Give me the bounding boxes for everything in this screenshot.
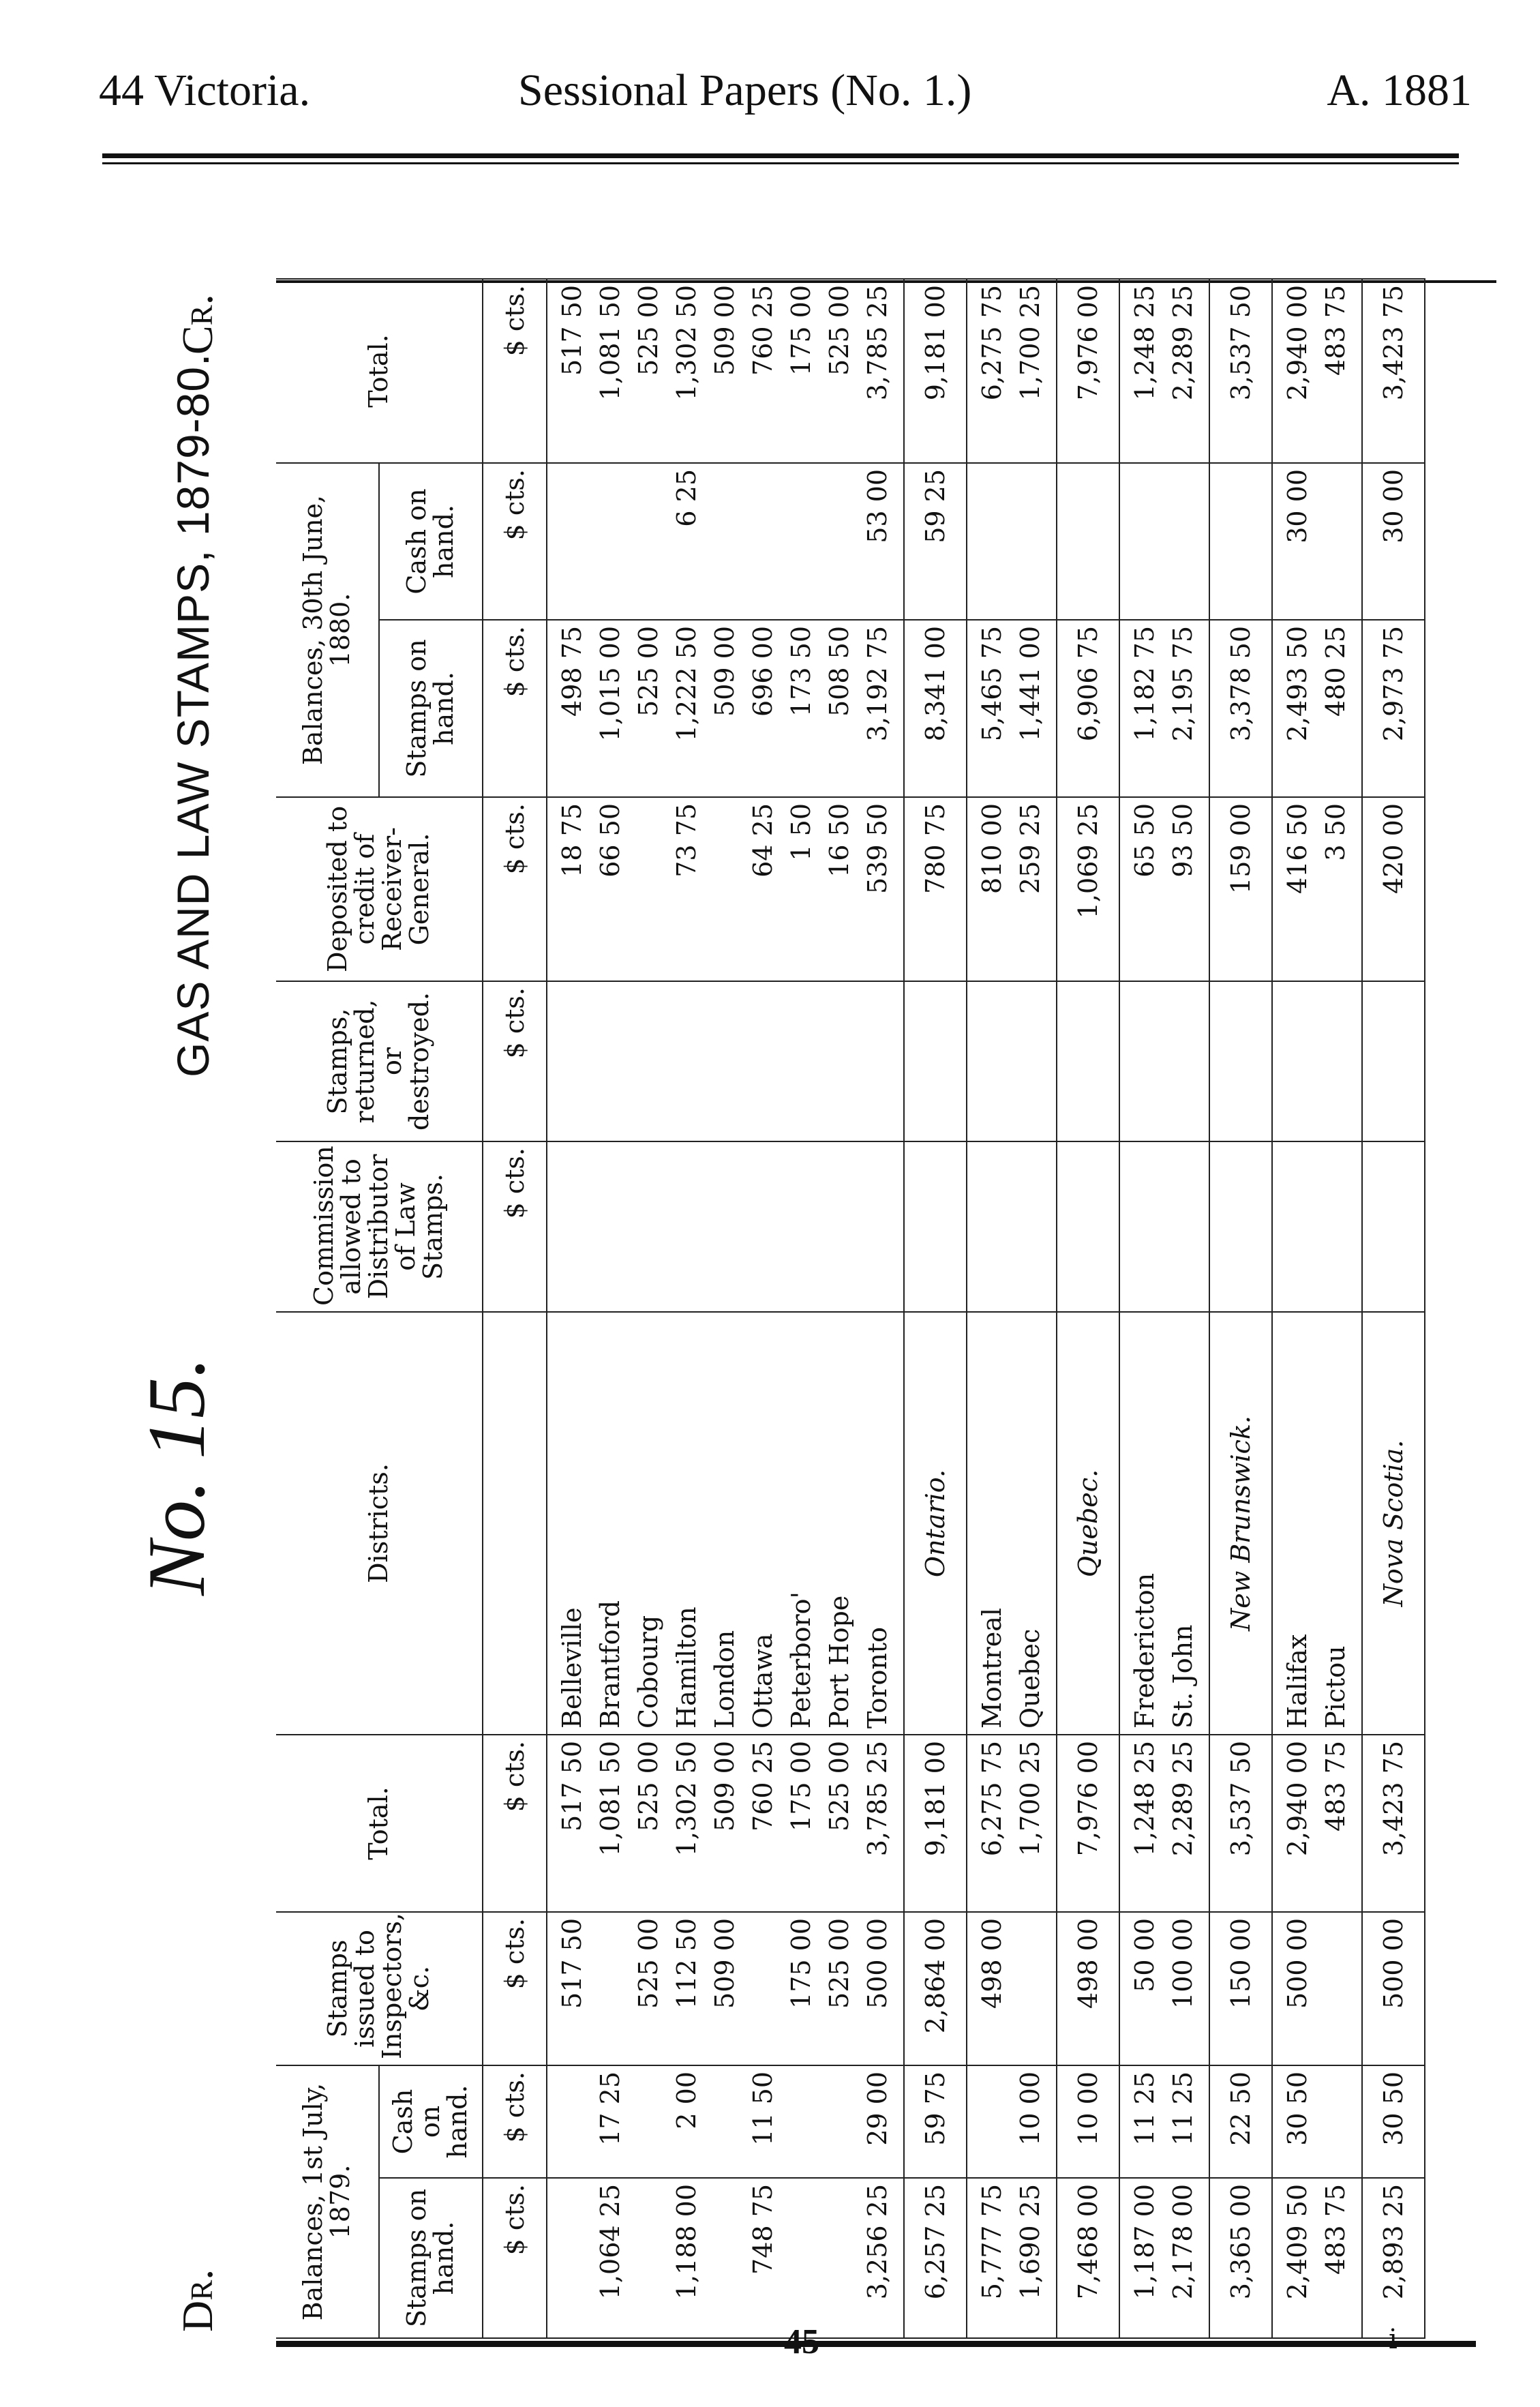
table-cell [1011,469,1049,614]
total-returned [904,981,967,1141]
col-districts: Districts. [276,1312,483,1735]
table-cell: 175 00 [786,284,816,376]
table-cell [591,1918,629,2059]
total-cr-deposited: 420 00 [1362,797,1425,981]
unit-label: $ cts. [483,1735,547,1912]
province-total-quebec [1057,279,1119,2338]
col-cr-cash-on-hand: Cash on hand. [379,463,483,620]
district-name: Peterboro' [786,1591,816,1729]
stamps-ledger-table [276,278,1425,2339]
table-cell: 2,493 50 [1282,625,1312,742]
unit-label: $ cts. [483,463,547,620]
cells-dr-cash [1272,2065,1362,2178]
table-cell: 2,289 25 [1168,284,1198,401]
cells-dr-stamps [1272,2178,1362,2338]
table-cell: 416 50 [1282,803,1312,894]
table-cell: 2,195 75 [1168,625,1198,742]
cells-dr-issued [1272,1912,1362,2065]
table-cell: 810 00 [977,803,1007,894]
table-cell [629,803,667,975]
total-dr-issued: 2,864 00 [904,1912,967,2065]
frame-rule-left [276,2341,1476,2347]
cells-districts [1272,1312,1362,1735]
table-cell: 1,081 50 [595,1740,625,1857]
table-cell: 3,785 25 [862,1740,892,1857]
unit-label: $ cts. [483,2065,547,2178]
table-cell: 5,465 75 [977,625,1007,742]
table-cell: 30 00 [1282,468,1312,543]
table-cell [820,2072,858,2172]
total-commission [1209,1141,1272,1312]
table-cell: 50 00 [1130,1917,1160,1992]
cells-returned [967,981,1057,1141]
table-cell [782,469,820,614]
cells-cr-total [1272,279,1362,463]
table-cell: 1,441 00 [1015,625,1045,742]
table-cell [1011,1918,1049,2059]
col-cr-total: Total. [276,279,483,463]
table-cell [553,2072,591,2172]
cells-dr-total [547,1735,904,1912]
total-dr-stamps: 7,468 00 [1057,2178,1119,2338]
table-cell: 509 00 [710,284,740,376]
cells-cr-stamps [967,620,1057,797]
cells-cr-stamps [1119,620,1209,797]
table-cell [1316,1918,1355,2059]
province-label: New Brunswick. [1209,1312,1272,1735]
table-cell: 1,700 25 [1015,284,1045,401]
district-name: Pictou [1320,1645,1350,1729]
col-returned: Stamps, returned, or destroyed. [276,981,483,1141]
total-cr-cash: 30 00 [1362,463,1425,620]
total-dr-issued: 150 00 [1209,1912,1272,2065]
total-cr-total: 7,976 00 [1057,279,1119,463]
table-cell: 509 00 [710,1917,740,2009]
total-dr-cash: 59 75 [904,2065,967,2178]
cells-dr-issued [1119,1912,1209,2065]
cells-districts [547,1312,904,1735]
credit-label: Cr. [173,294,222,355]
unit-label: $ cts. [483,620,547,797]
district-rows-quebec [967,279,1057,2338]
total-dr-cash: 10 00 [1057,2065,1119,2178]
cells-dr-stamps [547,2178,904,2338]
table-cell: 73 75 [671,803,701,878]
table-cell: 525 00 [824,1917,854,2009]
table-cell: 498 75 [557,625,587,717]
table-cell: 3,192 75 [862,625,892,742]
table-cell: 5,777 75 [977,2184,1007,2300]
table-cell: 483 75 [1320,284,1350,376]
table-cell: 525 00 [633,284,663,376]
table-cell: 11 25 [1168,2071,1198,2146]
table-cell [744,469,782,614]
table-cell: 2 00 [671,2071,701,2129]
cells-cr-deposited [967,797,1057,981]
table-cell: 1,302 50 [671,1740,701,1857]
table-cell: 509 00 [710,625,740,717]
table-cell: 1,248 25 [1130,1740,1160,1857]
total-cr-deposited: 159 00 [1209,797,1272,981]
cells-cr-stamps [547,620,904,797]
total-returned [1057,981,1119,1141]
district-name: Quebec [1015,1628,1045,1729]
table-cell: 3,256 25 [862,2184,892,2300]
table-cell: 498 00 [977,1917,1007,2009]
cells-cr-cash [1272,463,1362,620]
units-row [483,279,547,2338]
table-cell [820,469,858,614]
table-cell: 173 50 [786,625,816,717]
table-cell: 508 50 [824,625,854,717]
cells-returned [1119,981,1209,1141]
cells-dr-issued [547,1912,904,2065]
total-cr-cash [1209,463,1272,620]
cells-dr-total [967,1735,1057,1912]
cells-dr-issued [967,1912,1057,2065]
table-cell: 483 75 [1320,1740,1350,1832]
district-name: St. John [1168,1624,1198,1729]
cells-dr-cash [547,2065,904,2178]
statement-title: GAS AND LAW STAMPS, 1879-80. [168,353,218,1077]
total-cr-total: 9,181 00 [904,279,967,463]
table-cell [1316,469,1355,614]
col-dr-stamps-on-hand: Stamps on hand. [379,2178,483,2338]
col-cr-stamps-on-hand: Stamps on hand. [379,620,483,797]
table-cell: 500 00 [862,1917,892,2009]
running-head-right: A. 1881 [1327,65,1472,115]
unit-label: $ cts. [483,279,547,463]
table-cell: 2,409 50 [1282,2184,1312,2300]
table-cell: 65 50 [1130,803,1160,878]
table-cell: 539 50 [862,803,892,894]
total-cr-cash [1057,463,1119,620]
printer-mark: i [1389,2324,1398,2355]
table-cell [744,1918,782,2059]
province-total-new-brunswick [1209,279,1272,2338]
table-cell: 6 25 [671,468,701,527]
running-head-left: 44 Victoria. [99,65,311,115]
unit-label: $ cts. [483,2178,547,2338]
col-dr-total: Total. [276,1735,483,1912]
table-cell: 525 00 [633,1740,663,1832]
district-rows-new-brunswick [1119,279,1209,2338]
table-cell: 517 50 [557,1917,587,2009]
debit-label: Dr. [173,2269,222,2332]
table-cell: 1,248 25 [1130,284,1160,401]
district-name: Ottawa [748,1633,778,1729]
district-name: Belleville [557,1607,587,1729]
cells-cr-deposited [547,797,904,981]
province-label: Nova Scotia. [1362,1312,1425,1735]
total-dr-stamps: 2,893 25 [1362,2178,1425,2338]
table-cell: 2,178 00 [1168,2184,1198,2300]
total-cr-stamps: 3,378 50 [1209,620,1272,797]
table-cell: 517 50 [557,1740,587,1832]
district-name: Brantford [595,1600,625,1729]
cells-commission [547,1141,904,1312]
table-cell: 1,690 25 [1015,2184,1045,2300]
district-name: Toronto [862,1627,892,1729]
table-cell: 11 25 [1130,2071,1160,2146]
total-returned [1209,981,1272,1141]
cells-commission [1272,1141,1362,1312]
cells-cr-total [967,279,1057,463]
cells-dr-total [1272,1735,1362,1912]
total-commission [1057,1141,1119,1312]
table-cell [629,2184,667,2332]
table-cell: 17 25 [595,2071,625,2146]
district-name: Montreal [977,1607,1007,1729]
total-cr-deposited: 1,069 25 [1057,797,1119,981]
table-cell: 2,940 00 [1282,1740,1312,1857]
table-cell [553,2184,591,2332]
district-name: Port Hope [824,1595,854,1729]
table-cell [629,2072,667,2172]
table-cell: 1,188 00 [671,2184,701,2300]
table-cell: 517 50 [557,284,587,376]
province-label: Ontario. [904,1312,967,1735]
table-cell [706,2184,744,2332]
cells-cr-stamps [1272,620,1362,797]
unit-label-empty [483,1312,547,1735]
unit-label: $ cts. [483,797,547,981]
table-cell [973,469,1011,614]
page-number: 45 [784,2322,819,2361]
total-dr-total: 3,537 50 [1209,1735,1272,1912]
cells-cr-deposited [1119,797,1209,981]
col-balances-1879: Balances, 1st July, 1879. [276,2065,379,2338]
table-cell [706,2072,744,2172]
table-cell: 1,187 00 [1130,2184,1160,2300]
total-commission [904,1141,967,1312]
rotated-ledger [119,177,1483,2359]
table-cell: 525 00 [824,1740,854,1832]
district-name: Hamilton [671,1606,701,1729]
cells-commission [1119,1141,1209,1312]
header-rule-thick [102,153,1459,158]
unit-label: $ cts. [483,981,547,1141]
table-cell [706,469,744,614]
table-cell: 100 00 [1168,1917,1198,2009]
table-cell: 64 25 [748,803,778,878]
unit-label: $ cts. [483,1141,547,1312]
province-label: Quebec. [1057,1312,1119,1735]
table-cell: 760 25 [748,1740,778,1832]
statement-number: No. 15. [131,1356,222,1596]
table-cell: 1 50 [786,803,816,861]
table-cell: 483 75 [1320,2184,1350,2275]
table-cell [706,803,744,975]
table-cell: 1,182 75 [1130,625,1160,742]
table-cell [820,2184,858,2332]
total-dr-stamps: 3,365 00 [1209,2178,1272,2338]
total-dr-total: 3,423 75 [1362,1735,1425,1912]
table-cell: 112 50 [671,1917,701,2009]
cells-cr-total [1119,279,1209,463]
total-cr-total: 3,537 50 [1209,279,1272,463]
table-cell: 175 00 [786,1740,816,1832]
table-cell: 6,275 75 [977,284,1007,401]
table-cell: 2,289 25 [1168,1740,1198,1857]
table-cell [553,469,591,614]
table-cell: 3,785 25 [862,284,892,401]
table-cell [1164,469,1202,614]
cells-dr-cash [967,2065,1057,2178]
total-dr-total: 9,181 00 [904,1735,967,1912]
district-rows-nova-scotia [1272,279,1362,2338]
table-cell: 2,940 00 [1282,284,1312,401]
table-cell: 509 00 [710,1740,740,1832]
cells-districts [1119,1312,1209,1735]
total-dr-issued: 498 00 [1057,1912,1119,2065]
table-cell: 500 00 [1282,1917,1312,2009]
col-dr-cash-on-hand: Cash on hand. [379,2065,483,2178]
table-cell: 1,302 50 [671,284,701,401]
district-name: London [710,1630,740,1729]
table-cell: 18 75 [557,803,587,878]
province-total-nova-scotia [1362,279,1425,2338]
total-dr-stamps: 6,257 25 [904,2178,967,2338]
table-cell: 696 00 [748,625,778,717]
total-dr-issued: 500 00 [1362,1912,1425,2065]
table-cell [782,2072,820,2172]
total-cr-cash: 59 25 [904,463,967,620]
table-cell: 760 25 [748,284,778,376]
cells-returned [1272,981,1362,1141]
table-cell: 3 50 [1320,803,1350,861]
cells-districts [967,1312,1057,1735]
cells-dr-cash [1119,2065,1209,2178]
table-cell [1126,469,1164,614]
col-stamps-issued: Stamps issued to Inspectors, &c. [276,1912,483,2065]
cells-returned [547,981,904,1141]
district-name: Cobourg [633,1615,663,1729]
col-deposited: Deposited to credit of Receiver-General. [276,797,483,981]
cells-commission [967,1141,1057,1312]
table-cell: 1,222 50 [671,625,701,742]
table-cell [782,2184,820,2332]
cells-cr-cash [967,463,1057,620]
table-cell: 525 00 [633,625,663,717]
table-cell: 30 50 [1282,2071,1312,2146]
cells-dr-stamps [967,2178,1057,2338]
district-rows-ontario [547,279,904,2338]
table-cell: 1,081 50 [595,284,625,401]
table-cell: 175 00 [786,1917,816,2009]
table-cell: 11 50 [748,2071,778,2146]
total-cr-total: 3,423 75 [1362,279,1425,463]
total-commission [1362,1141,1425,1312]
total-dr-cash: 22 50 [1209,2065,1272,2178]
table-cell: 1,015 00 [595,625,625,742]
unit-label: $ cts. [483,1912,547,2065]
cells-cr-cash [1119,463,1209,620]
district-name: Fredericton [1130,1572,1160,1729]
header-rule-thin [102,162,1459,164]
table-cell: 259 25 [1015,803,1045,894]
table-cell: 6,275 75 [977,1740,1007,1857]
table-cell: 53 00 [862,468,892,543]
col-commission: Commission allowed to Distributor of Law Stamps. [276,1141,483,1312]
table-cell: 1,064 25 [595,2184,625,2300]
total-cr-stamps: 8,341 00 [904,620,967,797]
total-cr-stamps: 2,973 75 [1362,620,1425,797]
table-cell: 1,700 25 [1015,1740,1045,1857]
cells-cr-cash [547,463,904,620]
table-cell: 748 75 [748,2184,778,2275]
total-dr-cash: 30 50 [1362,2065,1425,2178]
total-cr-deposited: 780 75 [904,797,967,981]
table-cell: 29 00 [862,2071,892,2146]
cells-cr-deposited [1272,797,1362,981]
table-cell: 10 00 [1015,2071,1045,2146]
table-cell [973,2072,1011,2172]
table-cell: 525 00 [633,1917,663,2009]
running-head-center: Sessional Papers (No. 1.) [518,65,972,115]
total-cr-stamps: 6,906 75 [1057,620,1119,797]
cells-cr-total [547,279,904,463]
cells-dr-total [1119,1735,1209,1912]
col-balances-1880: Balances, 30th June, 1880. [276,463,379,797]
table-cell [591,469,629,614]
district-name: Halifax [1282,1634,1312,1729]
table-cell: 93 50 [1168,803,1198,878]
cells-dr-stamps [1119,2178,1209,2338]
table-cell [629,469,667,614]
province-total-ontario [904,279,967,2338]
total-returned [1362,981,1425,1141]
table-cell: 16 50 [824,803,854,878]
table-cell [1316,2072,1355,2172]
table-cell: 525 00 [824,284,854,376]
table-cell: 66 50 [595,803,625,878]
table-cell: 480 25 [1320,625,1350,717]
total-dr-total: 7,976 00 [1057,1735,1119,1912]
